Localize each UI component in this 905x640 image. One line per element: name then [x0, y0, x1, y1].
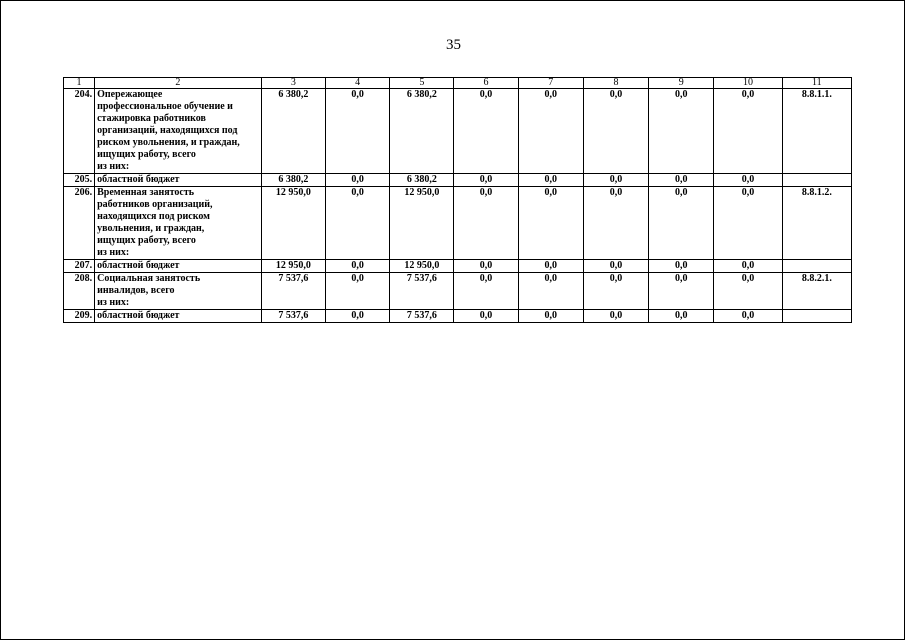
table-row [64, 174, 852, 187]
item-name-line: профессиональное обучение и [97, 101, 233, 112]
value-cell: 0,0 [583, 187, 648, 260]
item-name-line: из них: [97, 161, 130, 172]
item-name-line: стажировка работников [97, 113, 206, 124]
value-cell: 7 537,6 [390, 273, 454, 310]
value-cell: 0,0 [454, 310, 518, 323]
value-cell: 0,0 [583, 260, 648, 273]
value-cell: 0,0 [649, 273, 714, 310]
item-name-line: находящихся под риском [97, 211, 210, 222]
column-header: 2 [95, 78, 262, 89]
value-cell: 0,0 [325, 273, 389, 310]
value-cell: 6 380,2 [390, 174, 454, 187]
table-row [64, 187, 852, 260]
table-row [64, 273, 852, 310]
item-name-line: из них: [97, 247, 130, 258]
value-cell: 0,0 [583, 273, 648, 310]
table-row [64, 310, 852, 323]
value-cell: 12 950,0 [390, 187, 454, 260]
item-name-line: организаций, находящихся под [97, 125, 238, 136]
value-cell: 0,0 [454, 273, 518, 310]
column-header: 3 [261, 78, 325, 89]
value-cell: 12 950,0 [390, 260, 454, 273]
item-name-cell [95, 260, 262, 273]
item-name-line: инвалидов, всего [97, 285, 175, 296]
value-cell: 0,0 [325, 89, 389, 174]
item-name-line: работников организаций, [97, 199, 213, 210]
value-cell: 0,0 [714, 174, 782, 187]
item-name-line: из них: [97, 297, 130, 308]
value-cell: 12 950,0 [261, 260, 325, 273]
table-body [64, 89, 852, 323]
row-number-cell: 205. [64, 174, 95, 187]
value-cell: 0,0 [325, 310, 389, 323]
value-cell: 0,0 [649, 260, 714, 273]
value-cell: 0,0 [714, 260, 782, 273]
row-number-cell: 208. [64, 273, 95, 310]
item-name-line: увольнения, и граждан, [97, 223, 205, 234]
row-number-cell: 209. [64, 310, 95, 323]
value-cell: 0,0 [454, 89, 518, 174]
table-row [64, 89, 852, 174]
column-header: 6 [454, 78, 518, 89]
value-cell: 0,0 [714, 273, 782, 310]
value-cell: 0,0 [325, 260, 389, 273]
value-cell: 7 537,6 [261, 310, 325, 323]
column-header: 8 [583, 78, 648, 89]
column-header: 9 [649, 78, 714, 89]
item-name-line: областной бюджет [97, 260, 180, 271]
item-name-line: риском увольнения, и граждан, [97, 137, 240, 148]
item-name-cell [95, 273, 262, 310]
item-name-line: областной бюджет [97, 310, 180, 321]
table-row [64, 260, 852, 273]
code-cell: 8.8.2.1. [782, 273, 851, 310]
value-cell: 0,0 [518, 273, 583, 310]
item-name-line: ищущих работу, всего [97, 235, 196, 246]
value-cell: 0,0 [583, 310, 648, 323]
item-name-line: ищущих работу, всего [97, 149, 196, 160]
value-cell: 0,0 [714, 310, 782, 323]
column-header: 7 [518, 78, 583, 89]
value-cell: 0,0 [454, 174, 518, 187]
item-name-cell [95, 310, 262, 323]
value-cell: 0,0 [583, 89, 648, 174]
item-name-cell [95, 89, 262, 174]
column-header: 1 [64, 78, 95, 89]
value-cell: 0,0 [649, 89, 714, 174]
value-cell: 0,0 [714, 187, 782, 260]
value-cell: 0,0 [518, 89, 583, 174]
value-cell: 0,0 [583, 174, 648, 187]
column-header: 11 [782, 78, 851, 89]
code-cell [782, 260, 851, 273]
value-cell: 6 380,2 [390, 89, 454, 174]
value-cell: 6 380,2 [261, 89, 325, 174]
item-name-line: областной бюджет [97, 174, 180, 185]
value-cell: 0,0 [454, 260, 518, 273]
budget-table [63, 77, 852, 323]
code-cell: 8.8.1.1. [782, 89, 851, 174]
row-number-cell: 204. [64, 89, 95, 174]
code-cell [782, 310, 851, 323]
value-cell: 0,0 [518, 260, 583, 273]
item-name-line: Социальная занятость [97, 273, 201, 284]
value-cell: 7 537,6 [261, 273, 325, 310]
value-cell: 0,0 [518, 187, 583, 260]
value-cell: 0,0 [518, 310, 583, 323]
value-cell: 0,0 [649, 310, 714, 323]
value-cell: 12 950,0 [261, 187, 325, 260]
value-cell: 6 380,2 [261, 174, 325, 187]
row-number-cell: 206. [64, 187, 95, 260]
value-cell: 0,0 [714, 89, 782, 174]
value-cell: 0,0 [649, 187, 714, 260]
item-name-line: Опережающее [97, 89, 163, 100]
table-header-row [64, 78, 852, 89]
page-number: 35 [446, 37, 461, 53]
item-name-cell [95, 174, 262, 187]
value-cell: 0,0 [649, 174, 714, 187]
value-cell: 0,0 [454, 187, 518, 260]
value-cell: 0,0 [325, 187, 389, 260]
item-name-cell [95, 187, 262, 260]
value-cell: 0,0 [325, 174, 389, 187]
value-cell: 7 537,6 [390, 310, 454, 323]
code-cell: 8.8.1.2. [782, 187, 851, 260]
column-header: 5 [390, 78, 454, 89]
item-name-line: Временная занятость [97, 187, 195, 198]
column-header: 4 [325, 78, 389, 89]
row-number-cell: 207. [64, 260, 95, 273]
code-cell [782, 174, 851, 187]
column-header: 10 [714, 78, 782, 89]
value-cell: 0,0 [518, 174, 583, 187]
